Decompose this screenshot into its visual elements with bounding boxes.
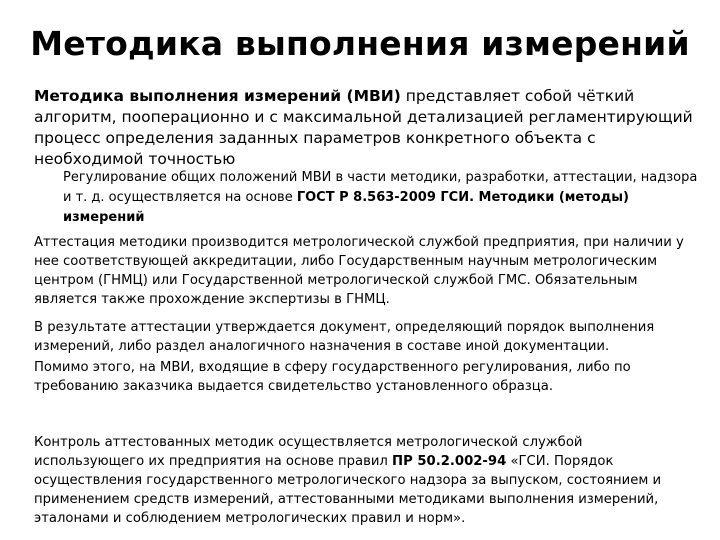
intro-paragraph xyxy=(34,86,694,170)
control-paragraph xyxy=(34,433,694,528)
certificate-paragraph: Помимо этого, на МВИ, входящие в сферу государственного регулирования, либо по требованию заказчика выдается свидетельство установленного образца. xyxy=(34,360,631,394)
result-paragraph: В результате аттестации утверждается документ, определяющий порядок выполнения измерений, либо раздел аналогичного назначения в составе иной документации. xyxy=(34,320,655,354)
attestation-paragraph: Аттестация методики производится метрологической службой предприятия, при наличии у нее соответствующей аккредитации, либо Государственным научным метрологическим центром (ГНМЦ) или Государственной метрологической службой ГМС. Обязательным является также прохождение экспертизы в ГНМЦ. xyxy=(34,235,684,307)
intro-term: Методика выполнения измерений (МВИ) xyxy=(34,87,401,105)
regulation-standard: ГОСТ Р 8.563-2009 ГСИ. Методики (методы) измерений xyxy=(63,190,629,225)
regulation-paragraph xyxy=(63,168,703,228)
control-text-after: «ГСИ. Порядок осуществления государственного метрологического надзора за выпуском, состоянием и применением средств измерений, аттестованными методиками выполнения измерений, эталонами и соблюдением метрологических правил и норм». xyxy=(34,454,662,526)
page-title: Методика выполнения измерений xyxy=(30,24,690,63)
regulation-text: Регулирование общих положений МВИ в части методики, разработки, аттестации, надзора и т. д. осуществляется на основе xyxy=(63,170,698,205)
control-rule: ПР 50.2.002-94 xyxy=(392,454,507,469)
control-text-before: Контроль аттестованных методик осуществляется метрологической службой использующего их предприятия на основе правил xyxy=(34,435,583,469)
intro-text: представляет собой чёткий алгоритм, пооперационно и с максимальной детализацией регламентирующий процесс определения заданных параметров конкретного объекта с необходимой точностью xyxy=(34,87,693,168)
